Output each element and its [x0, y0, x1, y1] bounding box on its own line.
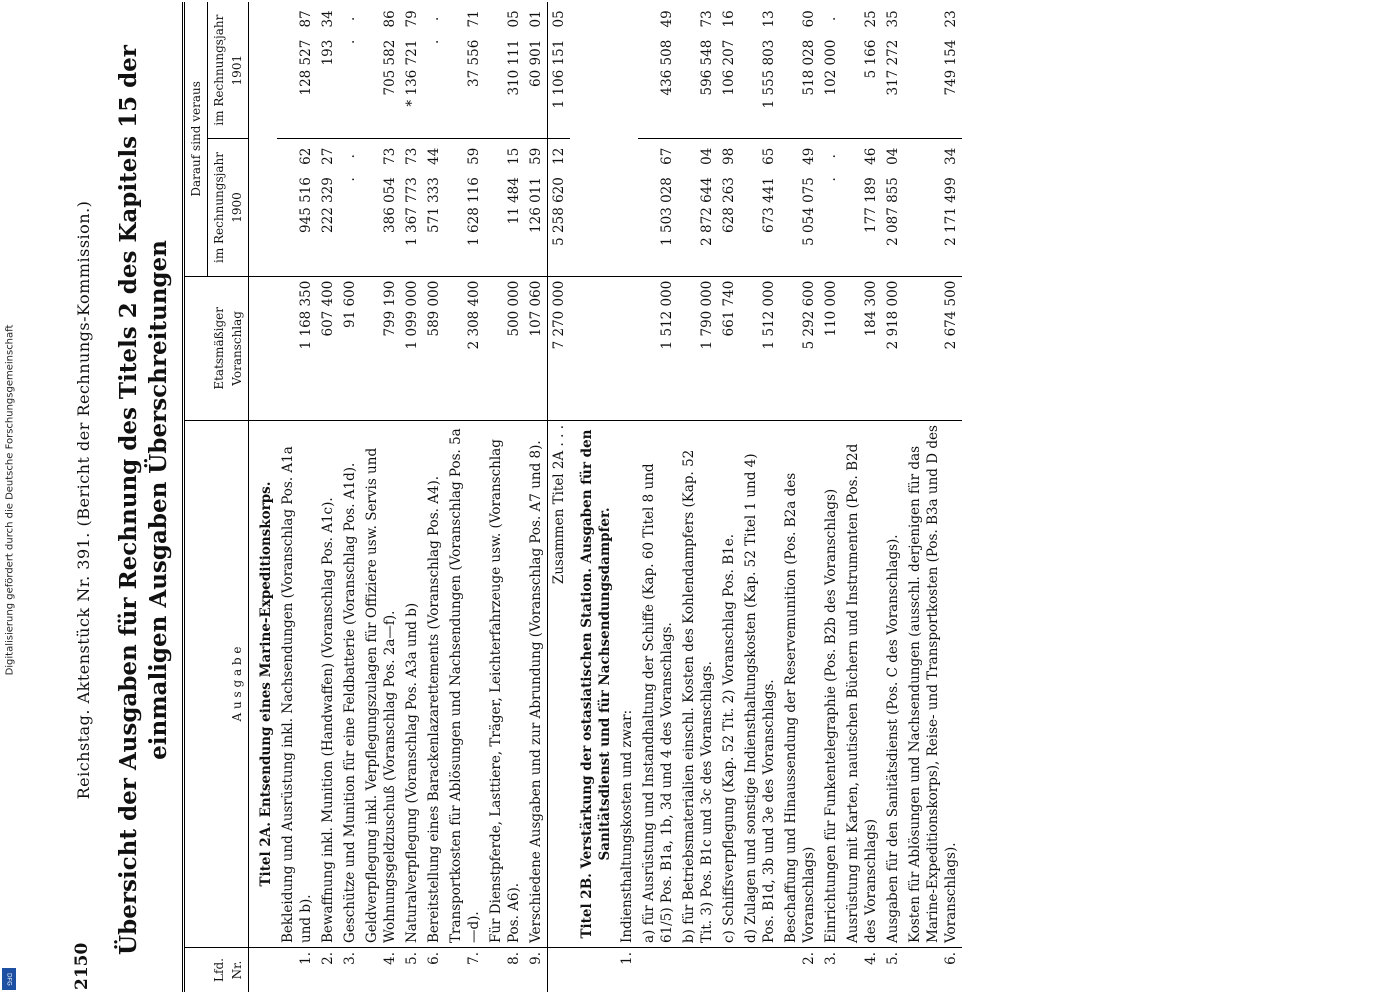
amount-1901-mark: 37 556: [466, 39, 482, 87]
total-voranschlag: 7 270 000: [548, 276, 571, 420]
empty-cell: [570, 276, 616, 420]
amount-1901-pf: 01: [528, 10, 544, 28]
row-description: Kosten für Ablösungen und Nachsendungen (ausschl. derjenigen für das Marine-Expeditionskorps), Reise- und Transportkosten (Pos. B3a und D des Voranschlags).: [904, 421, 962, 948]
amount-1901-mark: 193: [320, 39, 336, 66]
row-number: 1.: [277, 948, 317, 993]
amount-1901-mark: 705 582: [382, 39, 398, 96]
col-nr: Lfd. Nr.: [184, 948, 249, 993]
col-voranschlag: Etatsmäßiger Voranschlag: [184, 276, 249, 420]
row-number: 7.: [445, 948, 485, 993]
row-number: 3.: [820, 948, 842, 993]
voranschlag-value: 2 918 000: [882, 276, 904, 420]
amount-1901-mark: 1 555 803: [761, 39, 777, 109]
amount-1901-pf: .: [823, 16, 839, 21]
row-number: [718, 948, 740, 993]
amount-1900-mark: 2 087 855: [885, 177, 901, 246]
amount-1901-mark: 310 111: [506, 39, 522, 96]
document-title: Übersicht der Ausgaben für Rechnung des Titels 2 des Kapitels 15 der einmaligen Ausgaben Überschreitungen: [115, 45, 172, 955]
row-description: Verschiedene Ausgaben und zur Abrundung (Voranschlag Pos. A7 und 8).: [525, 421, 548, 948]
total-1900-pf: 12: [548, 139, 571, 173]
amount-1901-pf: 13: [761, 10, 777, 28]
table-row: [780, 2, 820, 992]
amount-1900-mark: 386 054: [382, 177, 398, 233]
voranschlag-value: 1 168 350: [277, 276, 317, 420]
row-number: 5.: [401, 948, 423, 993]
amount-1901-pf: 16: [721, 10, 737, 28]
col-rj1901: im Rechnungsjahr 1901: [208, 2, 249, 139]
row-description: Naturalverpflegung (Voranschlag Pos. A3a und b): [401, 421, 423, 948]
amount-1900-mark: 126 011: [528, 177, 544, 233]
empty-cell: [616, 2, 638, 276]
amount-1900-pf: 65: [740, 139, 780, 173]
amount-1900-pf: 59: [525, 139, 548, 173]
voranschlag-value: 107 060: [525, 276, 548, 420]
empty-cell: [570, 2, 616, 276]
table-row: [525, 2, 548, 992]
amount-1900-pf: 98: [718, 139, 740, 173]
empty-cell: [616, 276, 638, 420]
table-row: [361, 2, 401, 992]
row-number: [740, 948, 780, 993]
empty-cell: [249, 2, 278, 276]
amount-1900-pf: 49: [780, 139, 820, 173]
table-row: [678, 2, 718, 992]
voranschlag-value: 661 740: [718, 276, 740, 420]
table-row: [401, 2, 423, 992]
amount-1900-pf: 67: [638, 139, 678, 173]
voranschlag-value: 2 674 500: [904, 276, 962, 420]
amount-1901-pf: 71: [466, 10, 482, 28]
page-number: 2150: [72, 942, 92, 990]
voranschlag-value: 1 099 000: [401, 276, 423, 420]
row-number: 2.: [780, 948, 820, 993]
voranschlag-value: 1 790 000: [678, 276, 718, 420]
table-row: [882, 2, 904, 992]
total-1901-mark: 1 106 151: [551, 39, 567, 109]
page-header: [66, 0, 106, 1000]
total-label: Zusammen Titel 2A . . .: [548, 421, 571, 948]
row-description: Indiensthaltungskosten und zwar:: [616, 421, 638, 948]
side-strip: [0, 0, 20, 1000]
col-rj1900: im Rechnungsjahr 1900: [208, 139, 249, 276]
amount-1901-pf: 34: [320, 10, 336, 28]
amount-1901-mark: 106 207: [721, 39, 737, 96]
row-description: Geschütze und Munition für eine Feldbatterie (Voranschlag Pos. A1d).: [339, 421, 361, 948]
row-description: Transportkosten für Ablösungen und Nachsendungen (Voranschlag Pos. 5a—d).: [445, 421, 485, 948]
digitization-caption: Digitalisierung gefördert durch die Deutsche Forschungsgemeinschaft: [4, 324, 16, 676]
amount-1900-mark: 1 628 116: [466, 177, 482, 246]
amount-1901-mark: 60 901: [528, 39, 544, 87]
amount-1900-pf: 73: [361, 139, 401, 173]
amount-1900-mark: 628 263: [721, 177, 737, 233]
expense-table: [182, 2, 962, 992]
section-2b: [570, 2, 616, 992]
voranschlag-value: 799 190: [361, 276, 401, 420]
amount-1900-pf: 34: [904, 139, 962, 173]
total-1900-mark: 5 258 620: [551, 177, 567, 246]
amount-1900-pf: 59: [445, 139, 485, 173]
amount-1901-pf: 73: [699, 10, 715, 28]
amount-1900-mark: .: [342, 177, 358, 182]
table-row: [423, 2, 445, 992]
col-ausgabe: A u s g a b e: [184, 421, 249, 948]
voranschlag-value: 589 000: [423, 276, 445, 420]
amount-1901-pf: 35: [885, 10, 901, 28]
row-number: [638, 948, 678, 993]
row-description: Bekleidung und Ausrüstung inkl. Nachsendungen (Voranschlag Pos. A1a und b).: [277, 421, 317, 948]
col-darauf: Darauf sind veraus: [184, 2, 208, 276]
voranschlag-value: 1 512 000: [740, 276, 780, 420]
row-description: d) Zulagen und sonstige Indiensthaltungskosten (Kap. 52 Titel 1 und 4) Pos. B1d, 3b und 3e des Voranschlags.: [740, 421, 780, 948]
amount-1900-mark: 571 333: [426, 177, 442, 233]
amount-1901-mark: 518 028: [801, 39, 817, 96]
voranschlag-value: 2 308 400: [445, 276, 485, 420]
section-title: Titel 2A. Entsendung eines Marine-Expeditionskorps.: [249, 421, 278, 948]
amount-1900-mark: 673 441: [761, 177, 777, 233]
table-row: [638, 2, 678, 992]
table-row: [277, 2, 317, 992]
row-description: Beschaffung und Hinaussendung der Reservemunition (Pos. B2a des Voranschlags): [780, 421, 820, 948]
amount-1901-mark: 317 272: [885, 39, 901, 96]
table-row: [718, 2, 740, 992]
table-row: [445, 2, 485, 992]
amount-1900-pf: 44: [423, 139, 445, 173]
row-number: 6.: [904, 948, 962, 993]
table-row: [339, 2, 361, 992]
table-row: [820, 2, 842, 992]
amount-1900-pf: 04: [678, 139, 718, 173]
amount-1900-mark: 1 503 028: [659, 177, 675, 246]
amount-1900-pf: 46: [842, 139, 882, 173]
voranschlag-value: 110 000: [820, 276, 842, 420]
dfg-logo: DFG: [2, 968, 16, 990]
empty-cell: [249, 276, 278, 420]
table-row: [485, 2, 525, 992]
row-description: Ausgaben für den Sanitätsdienst (Pos. C des Voranschlags).: [882, 421, 904, 948]
section-2a: [249, 2, 278, 992]
amount-1901-mark: 128 527: [298, 39, 314, 96]
amount-1901-mark: 5 166: [863, 39, 879, 79]
row-number: 4.: [361, 948, 401, 993]
row-description: Für Dienstpferde, Lasttiere, Träger, Leichterfahrzeuge usw. (Voranschlag Pos. A6).: [485, 421, 525, 948]
amount-1901-pf: 86: [382, 10, 398, 28]
voranschlag-value: 500 000: [485, 276, 525, 420]
amount-1901-mark: .: [342, 39, 358, 44]
row-number: 9.: [525, 948, 548, 993]
empty-cell: [570, 948, 616, 993]
row-description: Ausrüstung mit Karten, nautischen Büchern und Instrumenten (Pos. B2d des Voranschlags): [842, 421, 882, 948]
row-number: 6.: [423, 948, 445, 993]
amount-1900-mark: 177 189: [863, 177, 879, 233]
amount-1901-pf: 25: [863, 10, 879, 28]
row-number: 5.: [882, 948, 904, 993]
empty-cell: [249, 948, 278, 993]
row-description: Einrichtungen für Funkentelegraphie (Pos. B2b des Voranschlags): [820, 421, 842, 948]
amount-1900-pf: .: [339, 139, 361, 173]
amount-1901-mark: 749 154: [943, 39, 959, 96]
amount-1900-mark: 2 872 644: [699, 177, 715, 246]
row-description: Geldverpflegung inkl. Verpflegungszulagen für Offiziere usw. Servis und Wohnungsgeldzuschuß (Voranschlag Pos. 2a—f).: [361, 421, 401, 948]
voranschlag-value: 1 512 000: [638, 276, 678, 420]
amount-1901-pf: .: [426, 16, 442, 21]
amount-1901-pf: .: [342, 16, 358, 21]
row-number: 2.: [317, 948, 339, 993]
section-title: Titel 2B. Verstärkung der ostasiatischen Station. Ausgaben für den Sanitätsdienst und für Nachsendungsdampfer.: [570, 421, 616, 948]
amount-1900-pf: 15: [485, 139, 525, 173]
amount-1901-mark: 102 000: [823, 39, 839, 96]
amount-1901-pf: 87: [298, 10, 314, 28]
amount-1900-mark: 11 484: [506, 177, 522, 225]
amount-1901-pf: 79: [404, 10, 420, 28]
amount-1901-pf: 23: [943, 10, 959, 28]
total-row: [548, 2, 571, 992]
table-row: [616, 2, 638, 992]
table-row: [842, 2, 882, 992]
voranschlag-value: 184 300: [842, 276, 882, 420]
empty-cell: [548, 948, 571, 993]
table-row: [904, 2, 962, 992]
amount-1901-mark: 436 508: [659, 39, 675, 96]
rotated-page: [66, 0, 1316, 1000]
amount-1900-mark: 945 516: [298, 177, 314, 233]
row-number: [678, 948, 718, 993]
amount-1900-pf: 73: [401, 139, 423, 173]
row-number: 3.: [339, 948, 361, 993]
amount-1900-pf: 27: [317, 139, 339, 173]
row-description: b) für Betriebsmaterialien einschl. Kosten des Kohlendampfers (Kap. 52 Tit. 3) Pos. B1c und 3c des Voranschlags.: [678, 421, 718, 948]
amount-1901-pf: 49: [659, 10, 675, 28]
amount-1901-pf: 05: [506, 10, 522, 28]
row-description: Bereitstellung eines Barackenlazarettements (Voranschlag Pos. A4).: [423, 421, 445, 948]
amount-1900-mark: 1 367 773: [404, 177, 420, 246]
amount-1900-pf: 62: [277, 139, 317, 173]
total-1901-pf: 05: [551, 10, 567, 28]
amount-1900-mark: .: [823, 177, 839, 182]
amount-1901-mark: .: [426, 39, 442, 44]
amount-1901-pf: 60: [801, 10, 817, 28]
table-row: [317, 2, 339, 992]
amount-1900-mark: 222 329: [320, 177, 336, 233]
amount-1900-pf: 04: [882, 139, 904, 173]
amount-1900-mark: 2 171 499: [943, 177, 959, 246]
amount-1901-mark: 596 548: [699, 39, 715, 96]
amount-1901-mark: * 136 721: [404, 39, 420, 107]
row-number: 8.: [485, 948, 525, 993]
amount-1900-pf: .: [820, 139, 842, 173]
voranschlag-value: 91 600: [339, 276, 361, 420]
row-description: c) Schiffsverpflegung (Kap. 52 Tit. 2) Voranschlag Pos. B1e.: [718, 421, 740, 948]
row-number: 1.: [616, 948, 638, 993]
voranschlag-value: 607 400: [317, 276, 339, 420]
table-row: [740, 2, 780, 992]
row-description: a) für Ausrüstung und Instandhaltung der Schiffe (Kap. 60 Titel 8 und 61/5) Pos. B1a, 1b, 3d und 4 des Voranschlags.: [638, 421, 678, 948]
row-description: Bewaffnung inkl. Munition (Handwaffen) (Voranschlag Pos. A1c).: [317, 421, 339, 948]
running-title: Reichstag. Aktenstück Nr. 391. (Bericht der Rechnungs-Kommission.): [74, 200, 93, 800]
amount-1900-mark: 5 054 075: [801, 177, 817, 246]
row-number: 4.: [842, 948, 882, 993]
voranschlag-value: 5 292 600: [780, 276, 820, 420]
